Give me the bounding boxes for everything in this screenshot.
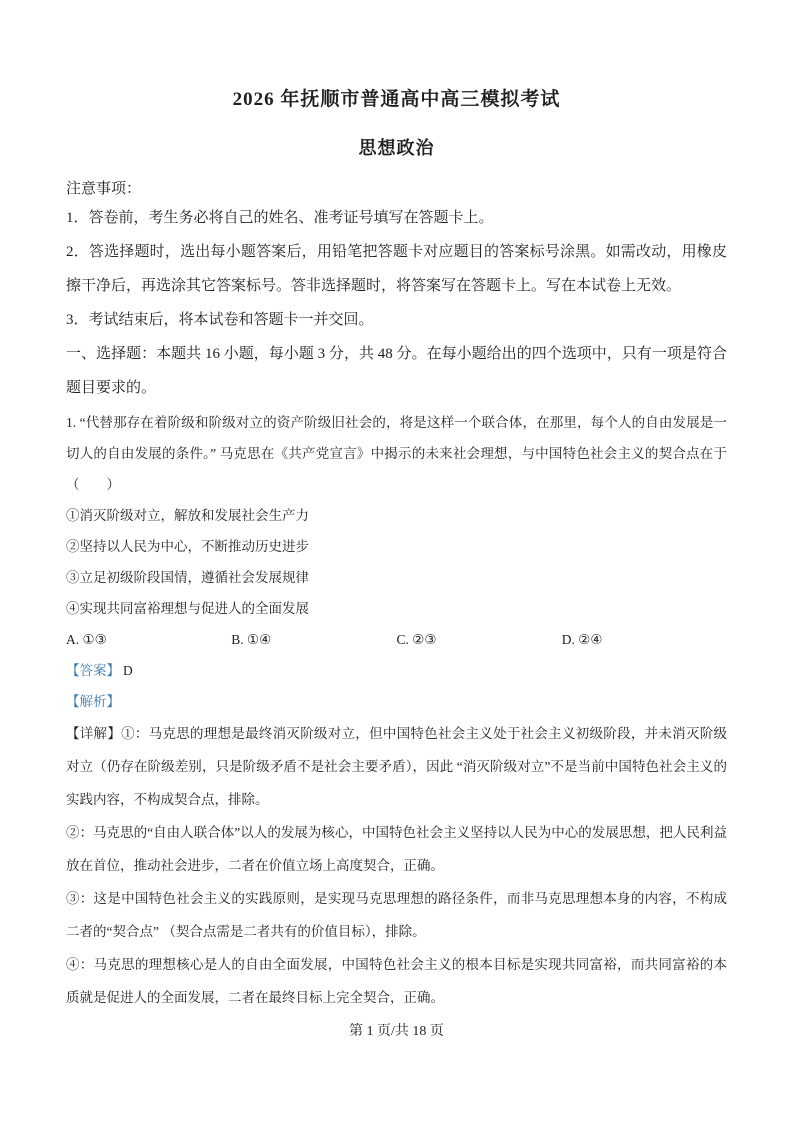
- answer-value: D: [123, 663, 133, 678]
- section-heading: 一、选择题：本题共 16 小题，每小题 3 分，共 48 分。在每小题给出的四个选项中，只有一项是符合题目要求的。: [66, 346, 727, 396]
- question-1-statement-2: ②坚持以人民为中心，不断推动历史进步: [66, 539, 309, 554]
- page-footer: 第 1 页/共 18 页: [349, 1024, 444, 1039]
- answer-line: [66, 655, 727, 686]
- page-title: 2026 年抚顺市普通高中高三模拟考试: [232, 89, 561, 110]
- question-1-statement-4: ④实现共同富裕理想与促进人的全面发展: [66, 601, 309, 616]
- notice-item-1: 1．答卷前，考生务必将自己的姓名、准考证号填写在答题卡上。: [66, 210, 494, 226]
- question-1-statement-3: ③立足初级阶段国情，遵循社会发展规律: [66, 570, 309, 585]
- choice-c: C. ②③: [396, 632, 437, 647]
- analysis-line: [66, 686, 727, 717]
- detail-paragraph-2: ②：马克思的“自由人联合体”以人的发展为核心，中国特色社会主义坚持以人民为中心的发展思想，把人民利益放在首位，推动社会进步，二者在价值立场上高度契合，正确。: [66, 825, 727, 873]
- question-1-choices: [66, 624, 727, 655]
- choice-d: D. ②④: [561, 632, 603, 647]
- notice-item-2: 2．答选择题时，选出每小题答案后，用铅笔把答题卡对应题目的答案标号涂黑。如需改动，用橡皮擦干净后，再选涂其它答案标号。答非选择题时，将答案写在答题卡上。写在本试卷上无效。: [66, 244, 727, 294]
- question-1-stem: 1. “代替那存在着阶级和阶级对立的资产阶级旧社会的，将是这样一个联合体，在那里，每个人的自由发展是一切人的自由发展的条件。” 马克思在《共产党宣言》中揭示的未来社会理想，与中国特色社会主义的契合点在于（ ）: [66, 415, 727, 492]
- detail-paragraph-1: [66, 717, 727, 816]
- question-1-statement-1: ①消灭阶级对立，解放和发展社会生产力: [66, 508, 309, 523]
- analysis-tag: 【解析】: [66, 694, 120, 709]
- choice-b: B. ①④: [231, 632, 272, 647]
- page-subtitle: 思想政治: [358, 138, 435, 158]
- detail-paragraph-3: ③：这是中国特色社会主义的实践原则，是实现马克思理想的路径条件，而非马克思理想本身的内容，不构成二者的“契合点” （契合点需是二者共有的价值目标），排除。: [66, 891, 727, 939]
- choice-a: A. ①③: [66, 632, 107, 647]
- detail-tag: 【详解】: [66, 726, 122, 741]
- answer-tag: 【答案】: [66, 663, 120, 678]
- notices-heading: 注意事项：: [66, 181, 142, 197]
- detail-text-1: ①：马克思的理想是最终消灭阶级对立，但中国特色社会主义处于社会主义初级阶段，并未消灭阶级对立（仍存在阶级差别，只是阶级矛盾不是社会主要矛盾），因此 “消灭阶级对立”不是当前中国特色社会主义的实践内容，不构成契合点，排除。: [66, 726, 728, 807]
- detail-paragraph-4: ④：马克思的理想核心是人的自由全面发展，中国特色社会主义的根本目标是实现共同富裕，而共同富裕的本质就是促进人的全面发展，二者在最终目标上完全契合，正确。: [66, 957, 727, 1005]
- notice-item-3: 3．考试结束后，将本试卷和答题卡一并交回。: [66, 312, 374, 328]
